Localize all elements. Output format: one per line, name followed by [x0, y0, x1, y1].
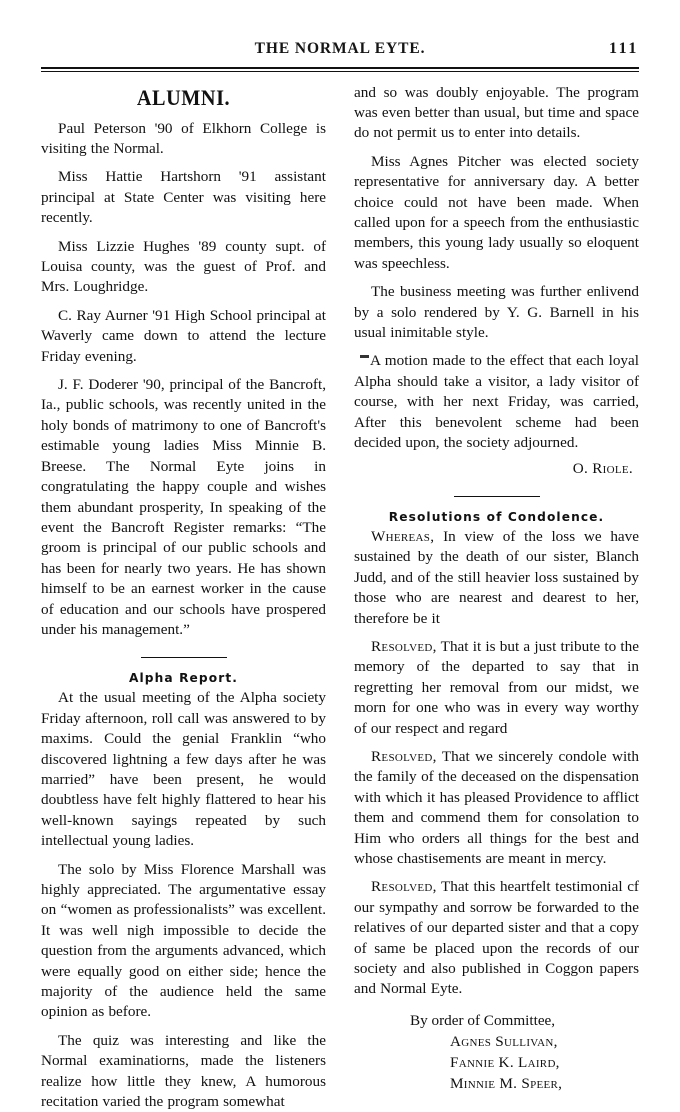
resolution-text: That this heartfelt testimonial cf our sympathy and sorrow be forwarded to the relatives of our departed sister and that a copy of same be placed upon the records of our society and also published in Coggon papers and Normal Eyte. [354, 878, 639, 998]
resolutions-heading: Resolutions of Condolence. [388, 509, 605, 524]
resolution-item [354, 747, 639, 869]
alpha-report-paragraph: The business meeting was further enlivend by a solo rendered by Y. G. Barnell in his usual inimitable style. [354, 283, 639, 342]
section-divider-rule [454, 496, 540, 497]
resolution-item [354, 637, 639, 739]
alpha-report-heading: Alpha Report. [129, 671, 238, 686]
alpha-report-paragraph: The solo by Miss Florence Marshall was highly appreciated. The argumentative essay on “women as professionalists” was excellent. It was well nigh impossible to decide the question from the arguments advanced, which were equally good on either side; hence the majority of the audience held the same opinion as before. [41, 860, 326, 1021]
committee-signers [410, 1031, 639, 1094]
resolution-item [354, 877, 639, 999]
resolution-item [354, 527, 639, 629]
resolution-text: That it is but a just tribute to the memory of the departed to say that in regretting her removal from our midst, we morn for one who was in every way worthy of our respect and regard [354, 637, 639, 737]
page-header [41, 40, 639, 64]
alumni-paragraph: Miss Hattie Hartshorn '91 assistant principal at State Center was visiting here recently. [41, 168, 326, 227]
resolution-lead-word: Resolved, [371, 878, 437, 896]
resolution-text: That we sincerely condole with the family of the deceased on the dispensation with which it has pleased Providence to afflict them and commend them for consolation to Him who orders all things for the best and whose chastisements are meant in mercy. [354, 747, 639, 867]
alpha-report-paragraph: The quiz was interesting and like the Normal examinatiorns, made the listeners realize how little they knew, A humorous recitation varied the program somewhat [41, 1031, 326, 1111]
signer-name: Agnes Sullivan, [450, 1032, 558, 1050]
by-order-line: By order of Committee, [410, 1011, 556, 1029]
left-column [41, 83, 326, 1111]
alumni-paragraph: Paul Peterson '90 of Elkhorn College is visiting the Normal. [41, 119, 326, 157]
alpha-report-continuation: and so was doubly enjoyable. The program was even better than usual, but time and space do not permit us to enter into details. [354, 83, 639, 142]
resolution-lead-word: Whereas, [371, 527, 435, 545]
alpha-report-signature: O. Riole. [572, 459, 633, 477]
publication-title: THE NORMAL EYTE. [254, 40, 426, 57]
two-column-body [41, 83, 639, 1111]
alpha-report-paragraph: At the usual meeting of the Alpha society Friday afternoon, roll call was answered to by maxims. Could the genial Franklin “who discovered lightning a few days after he was married” have been present, he would doubtless have felt highly flattered to hear his well-known sayings repeated by such intellectual young ladies. [41, 689, 326, 850]
header-double-rule [41, 67, 639, 72]
page-number: 111 [608, 40, 639, 57]
alumni-paragraph: J. F. Doderer '90, principal of the Bancroft, Ia., public schools, was recently united in the holy bonds of matrimony to one of Bancroft's estimable young ladies Miss Minnie B. Breese. The Normal Eyte joins in congratulating the happy couple and wishes them abundant prosperity, In speaking of the event the Bancroft Register remarks: “The groom is principal of our public schools and has been for nearly two years. He has shown himself to be an earnest worker in the cause of education and our schools have prospered under his management.” [41, 376, 326, 638]
resolution-lead-word: Resolved, [371, 747, 437, 765]
right-column [354, 83, 639, 1092]
resolution-lead-word: Resolved, [371, 637, 437, 655]
ink-artifact-mark [360, 355, 369, 358]
alumni-paragraph: C. Ray Aurner '91 High School principal at Waverly came down to attend the lecture Friday evening. [41, 306, 326, 365]
alumni-heading: ALUMNI. [136, 84, 231, 110]
resolution-text: In view of the loss we have sustained by the death of our sister, Blanch Judd, and of the still heavier loss sustained by those who are nearest and dearest to her, therefore be it [354, 527, 639, 627]
alumni-paragraph: Miss Lizzie Hughes '89 county supt. of Louisa county, was the guest of Prof. and Mrs. Loughridge. [41, 237, 326, 296]
alpha-report-paragraph: Miss Agnes Pitcher was elected society representative for anniversary day. A better choice could not have been made. When called upon for a speech from the enthusiastic members, this young lady usually so eloquent was speechless. [354, 152, 639, 272]
signer-name: Fannie K. Laird, [450, 1053, 560, 1071]
alpha-report-paragraph-text: A motion made to the effect that each loyal Alpha should take a visitor, a lady visitor of course, with her next Friday, was carried, After this benevolent scheme had been decided upon, the society adjourned. [354, 352, 639, 452]
signer-name: Minnie M. Speer, [450, 1074, 563, 1092]
committee-block [354, 1010, 639, 1094]
section-divider-rule [141, 657, 227, 658]
alpha-report-paragraph [354, 351, 639, 453]
